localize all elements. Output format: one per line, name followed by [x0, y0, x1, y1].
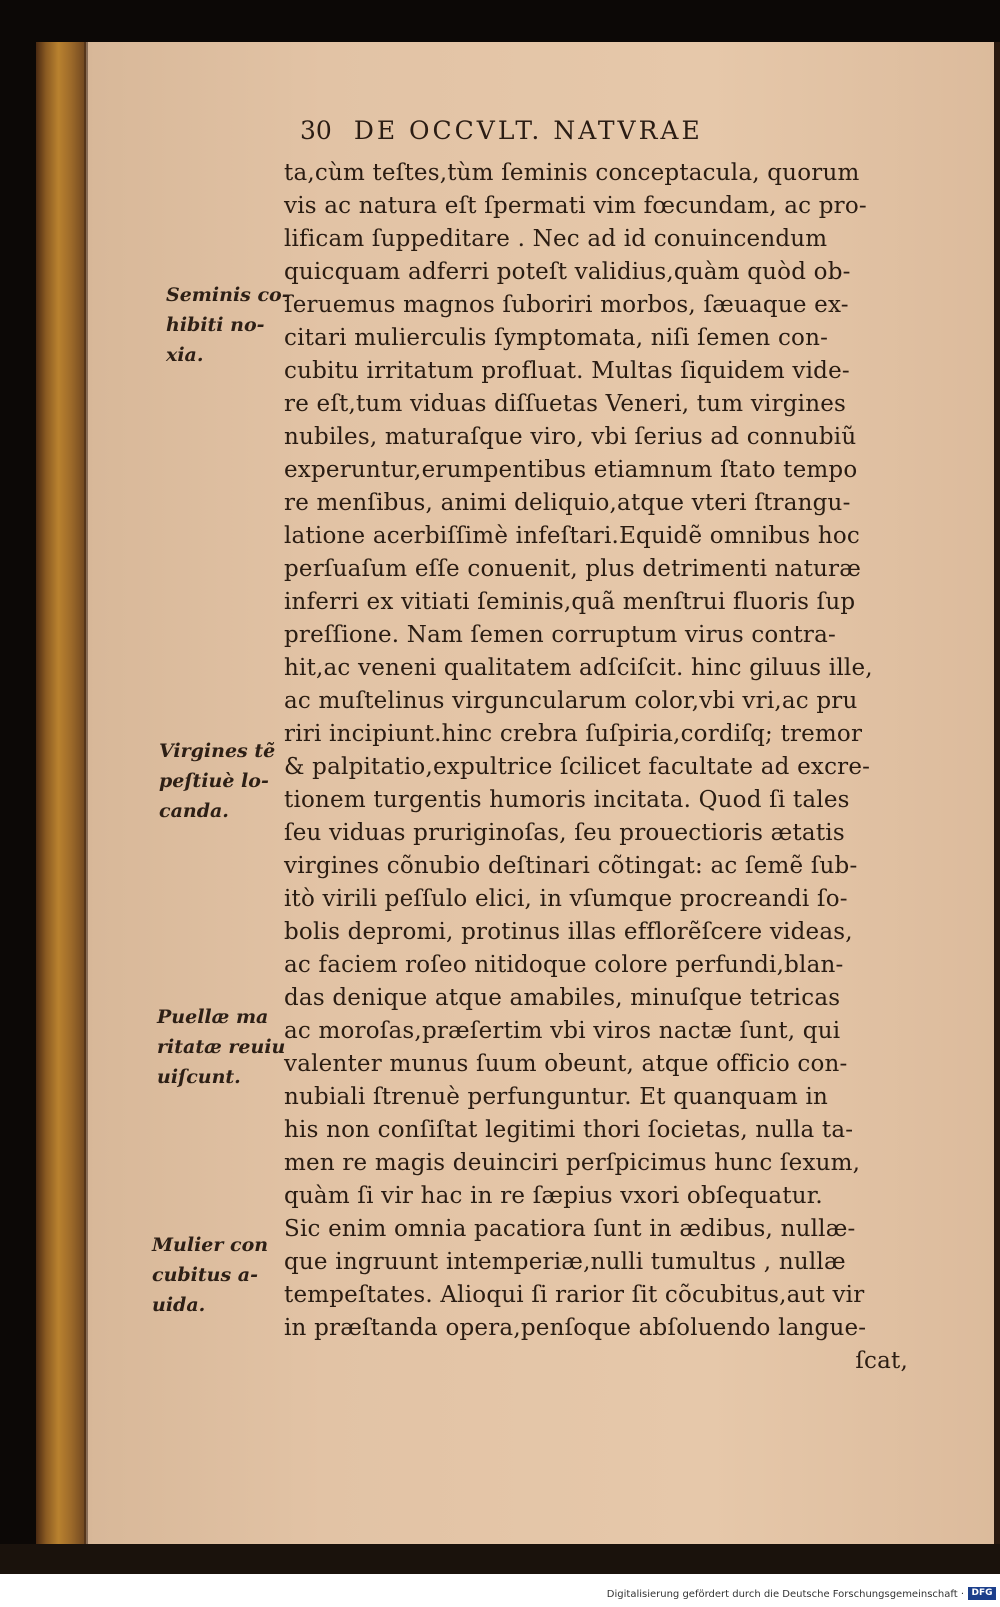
- margin-note-mulier: [152, 1230, 268, 1320]
- text-line: experuntur,erumpentibus etiamnum ſtato tempo: [284, 457, 858, 483]
- text-line: re eſt,tum viduas diſſuetas Veneri, tum virgines: [284, 391, 847, 417]
- margin-note-line: uiſcunt.: [157, 1066, 241, 1088]
- text-line: latione acerbiſſimè infeſtari.Equidẽ omnibus hoc: [284, 523, 861, 549]
- margin-note-line: Virgines tẽ: [159, 740, 276, 762]
- text-line: bolis depromi, protinus illas efflorẽſcere videas,: [284, 919, 853, 945]
- text-line: preſſione. Nam ſemen corruptum virus contra-: [284, 622, 836, 648]
- margin-note-line: peſtiuè lo-: [159, 770, 269, 792]
- text-line: ta,cùm teſtes,tùm ſeminis conceptacula, quorum: [284, 160, 860, 186]
- text-line: citari mulierculis ſymptomata, niſi ſemen con-: [284, 325, 829, 351]
- text-line: hit,ac veneni qualitatem adſciſcit. hinc giluus ille,: [284, 655, 873, 681]
- text-line: quàm ſi vir hac in re ſæpius vxori obſequatur.: [284, 1183, 823, 1209]
- margin-note-line: canda.: [159, 800, 229, 822]
- margin-note-line: Mulier con: [152, 1234, 269, 1256]
- text-line: cubitu irritatum profluat. Multas ſiquidem vide-: [284, 358, 850, 384]
- text-line: que ingruunt intemperiæ,nulli tumultus , nullæ: [284, 1249, 846, 1275]
- text-line: riri incipiunt.hinc crebra ſuſpiria,cordiſq; tremor: [284, 721, 863, 747]
- catchword: ſcat,: [855, 1348, 908, 1374]
- book-binding: [36, 42, 86, 1544]
- text-line: tempeſtates. Alioqui ſi rarior ſit cõcubitus,aut vir: [284, 1282, 865, 1308]
- text-line: quicquam adferri poteſt validius,quàm quòd ob-: [284, 259, 851, 285]
- text-line: valenter munus ſuum obeunt, atque officio con-: [284, 1051, 848, 1077]
- text-line: vis ac natura eſt ſpermati vim fœcundam, ac pro-: [284, 193, 867, 219]
- text-line: in præſtanda opera,penſoque abſoluendo langue-: [284, 1315, 867, 1341]
- text-line: das denique atque amabiles, minuſque tetricas: [284, 985, 841, 1011]
- text-line: virgines cõnubio deſtinari cõtingat: ac ſemẽ ſub-: [284, 853, 858, 879]
- text-line: ſeu viduas pruriginoſas, ſeu prouectioris ætatis: [284, 820, 845, 846]
- margin-note-line: uida.: [152, 1294, 206, 1316]
- text-line: ac faciem roſeo nitidoque colore perfundi,blan-: [284, 952, 844, 978]
- binding-shadow: [84, 42, 88, 1544]
- text-line: perſuaſum eſſe conuenit, plus detrimenti naturæ: [284, 556, 862, 582]
- main-text: [284, 157, 914, 1378]
- margin-note-line: cubitus a-: [152, 1264, 258, 1286]
- text-line: inferri ex vitiati ſeminis,quã menſtrui fluoris ſup: [284, 589, 856, 615]
- margin-note-line: Puellæ ma: [157, 1006, 269, 1028]
- text-line: nubiles, maturaſque viro, vbi ſerius ad connubiũ: [284, 424, 857, 450]
- text-line: lificam ſuppeditare . Nec ad id conuincendum: [284, 226, 828, 252]
- margin-note-line: Seminis co-: [166, 284, 290, 306]
- page-edge: [994, 42, 1000, 1544]
- margin-note-line: ritatæ reuiu: [157, 1036, 286, 1058]
- text-line: nubiali ſtrenuè perfunguntur. Et quanquam in: [284, 1084, 829, 1110]
- margin-note-line: xia.: [166, 344, 204, 366]
- text-line: his non conſiſtat legitimi thori ſocietas, nulla ta-: [284, 1117, 854, 1143]
- running-head-title: DE OCCVLT. NATVRAE: [353, 116, 703, 145]
- scan-border: [0, 1544, 1000, 1574]
- text-line: & palpitatio,expultrice ſcilicet facultate ad excre-: [284, 754, 871, 780]
- text-line: men re magis deuinciri perſpicimus hunc ſexum,: [284, 1150, 861, 1176]
- text-line: itò virili peſſulo elici, in vſumque procreandi ſo-: [284, 886, 848, 912]
- margin-note-semen: [166, 280, 290, 370]
- footer-credit: Digitalisierung gefördert durch die Deutsche Forschungsgemeinschaft ·: [606, 1589, 964, 1600]
- page-number: 30: [300, 116, 332, 145]
- margin-note-line: hibiti no-: [166, 314, 265, 336]
- dfg-logo: DFG: [968, 1587, 996, 1600]
- text-line: Sic enim omnia pacatiora ſunt in ædibus, nullæ-: [284, 1216, 856, 1242]
- text-line: ac muſtelinus virguncularum color,vbi vri,ac pru: [284, 688, 858, 714]
- margin-note-puellae: [157, 1002, 285, 1092]
- text-line: ſeruemus magnos ſuboriri morbos, ſæuaque ex-: [284, 292, 849, 318]
- text-line: re menſibus, animi deliquio,atque vteri ſtrangu-: [284, 490, 851, 516]
- text-line: tionem turgentis humoris incitata. Quod ſi tales: [284, 787, 850, 813]
- running-header: [300, 116, 703, 145]
- margin-note-virgines: [159, 736, 275, 826]
- text-line: ac moroſas,præſertim vbi viros nactæ ſunt, qui: [284, 1018, 841, 1044]
